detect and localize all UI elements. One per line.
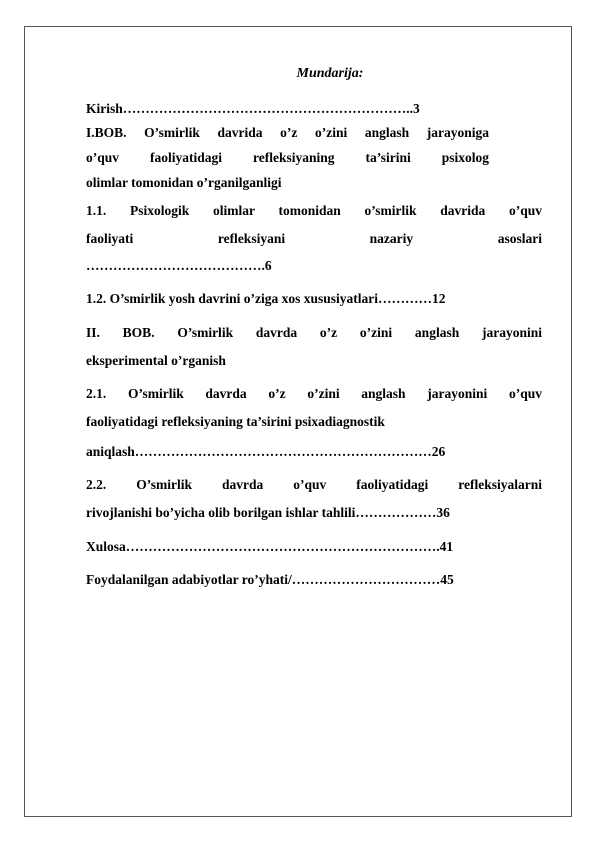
toc-entry-2-1-line1[interactable]: 2.1. O’smirlik davrda o’z o’zini anglash jarayonini o’quv <box>86 386 542 401</box>
toc-entry-adabiyotlar[interactable]: Foydalanilgan adabiyotlar ro’yhati/……………………………45 <box>86 572 454 587</box>
toc-entry-bob1-line3[interactable]: olimlar tomonidan o’rganilganligi <box>86 175 282 190</box>
toc-entry-kirish[interactable]: Kirish………………………………………………………..3 <box>86 101 420 116</box>
toc-entry-2-1-line2[interactable]: faoliyatidagi refleksiyaning ta’sirini psixadiagnostik <box>86 414 385 429</box>
toc-entry-bob2-line2[interactable]: eksperimental o’rganish <box>86 353 226 368</box>
toc-entry-1-1-line1[interactable]: 1.1. Psixologik olimlar tomonidan o’smirlik davrida o’quv <box>86 203 542 218</box>
page-title: Mundarija: <box>296 66 364 81</box>
toc-entry-1-1-line3[interactable]: ………………………………….6 <box>86 258 272 273</box>
toc-entry-1-1-line2[interactable]: faoliyati refleksiyani nazariy asoslari <box>86 231 542 246</box>
toc-entry-2-2-line1[interactable]: 2.2. O’smirlik davrda o’quv faoliyatidagi refleksiyalarni <box>86 477 542 492</box>
toc-entry-2-2-line2[interactable]: rivojlanishi bo’yicha olib borilgan ishlar tahlili………………36 <box>86 505 450 520</box>
toc-entry-bob1-line2[interactable]: o’quv faoliyatidagi refleksiyaning ta’sirini psixolog <box>86 150 489 165</box>
toc-entry-1-2[interactable]: 1.2. O’smirlik yosh davrini o’ziga xos xususiyatlari…………12 <box>86 291 446 306</box>
toc-entry-bob1-line1[interactable]: I.BOB. O’smirlik davrida o’z o’zini anglash jarayoniga <box>86 125 489 140</box>
toc-entry-2-1-line3[interactable]: aniqlash…………………………………………………………26 <box>86 444 446 459</box>
toc-entry-bob2-line1[interactable]: II. BOB. O’smirlik davrda o’z o’zini anglash jarayonini <box>86 325 542 340</box>
toc-entry-xulosa[interactable]: Xulosa…………………………………………………………….41 <box>86 539 454 554</box>
